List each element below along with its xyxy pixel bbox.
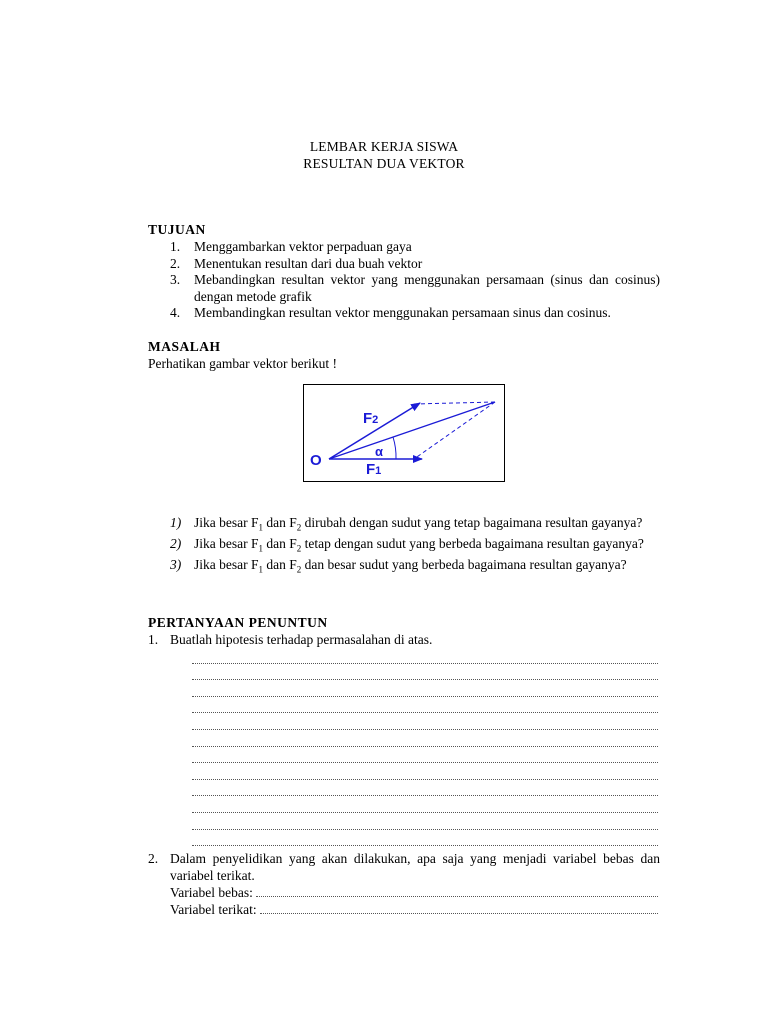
answer-line[interactable] (192, 780, 658, 797)
tujuan-heading: TUJUAN (148, 222, 206, 237)
subscript: 2 (296, 522, 302, 533)
answer-line[interactable] (192, 830, 658, 847)
tujuan-item (148, 305, 660, 322)
answer-line[interactable] (192, 697, 658, 714)
variabel-terikat-field[interactable] (260, 901, 658, 914)
question-number: 1) (170, 515, 182, 530)
tujuan-item-number: 2. (170, 255, 181, 271)
tujuan-item-text: Menggambarkan vektor perpaduan gaya (194, 239, 412, 254)
answer-line[interactable] (192, 713, 658, 730)
subscript: 2 (296, 565, 302, 576)
vector-diagram (303, 384, 505, 482)
masalah-question (148, 515, 660, 536)
masalah-question (148, 557, 660, 578)
answer-line[interactable] (192, 813, 658, 830)
variabel-terikat-row[interactable] (170, 901, 658, 919)
dashed-line-top (414, 402, 495, 404)
question-number: 2) (170, 536, 182, 552)
question-number: 3) (170, 557, 182, 573)
tujuan-list (148, 239, 660, 322)
tujuan-item (148, 239, 660, 256)
penuntun-heading: PERTANYAAN PENUNTUN (148, 615, 328, 630)
f2-label: F2 (363, 410, 379, 427)
tujuan-item-text: Menentukan resultan dari dua buah vektor (194, 255, 423, 271)
guide-question-text: Buatlah hipotesis terhadap permasalahan di atas. (170, 632, 433, 647)
subscript: 1 (258, 565, 263, 576)
guide-question-text: Dalam penyelidikan yang akan dilakukan, apa saja yang menjadi variabel bebas dan variabel terikat. (170, 851, 660, 883)
answer-lines (192, 647, 658, 846)
tujuan-item (148, 256, 660, 273)
masalah-heading: MASALAH (148, 339, 221, 354)
question-text: dan besar sudut yang berbeda bagaimana resultan gayanya? (301, 557, 627, 573)
answer-line[interactable] (192, 647, 658, 664)
masalah-question (148, 536, 660, 557)
question-text: dan F (263, 557, 297, 573)
angle-label: α (375, 444, 383, 459)
question-text: dan F (263, 536, 297, 552)
subscript: 2 (296, 543, 302, 554)
variabel-bebas-field[interactable] (256, 884, 658, 897)
tujuan-item-number: 3. (170, 272, 181, 287)
answer-line[interactable] (192, 747, 658, 764)
variabel-bebas-label: Variabel bebas: (170, 885, 253, 900)
question-text: Jika besar F (194, 536, 259, 552)
vector-diagram-svg (304, 385, 504, 481)
tujuan-item (148, 272, 660, 305)
question-text: tetap dengan sudut yang berbeda bagaimana resultan gayanya? (301, 536, 644, 552)
worksheet-subtitle: RESULTAN DUA VEKTOR (303, 156, 465, 171)
guide-question-2 (148, 851, 660, 884)
guide-question-number: 1. (148, 632, 159, 647)
origin-label: O (310, 452, 322, 469)
answer-line[interactable] (192, 730, 658, 747)
f1-label: F1 (366, 461, 382, 478)
resultant-vector (329, 402, 495, 459)
tujuan-item-text: Mebandingkan resultan vektor yang menggunakan persamaan (sinus dan cosinus) dengan metode grafik (194, 272, 660, 304)
guide-question-number: 2. (148, 851, 159, 866)
angle-arc (393, 437, 396, 459)
question-text: dan F (263, 515, 297, 530)
answer-line[interactable] (192, 796, 658, 813)
tujuan-item-text: Membandingkan resultan vektor menggunakan persamaan sinus dan cosinus. (194, 305, 611, 320)
tujuan-item-number: 1. (170, 239, 181, 254)
worksheet-title: LEMBAR KERJA SISWA (309, 139, 459, 154)
masalah-question-list (148, 515, 660, 579)
variabel-terikat-label: Variabel terikat: (170, 902, 257, 917)
subscript: 1 (258, 522, 263, 533)
variabel-bebas-row[interactable] (170, 884, 658, 902)
question-text: Jika besar F (194, 557, 259, 573)
masalah-intro: Perhatikan gambar vektor berikut ! (148, 356, 337, 371)
dashed-line-right (414, 402, 495, 459)
answer-line[interactable] (192, 664, 658, 681)
subscript: 1 (258, 543, 263, 554)
answer-line[interactable] (192, 680, 658, 697)
answer-line[interactable] (192, 763, 658, 780)
question-text: Jika besar F (194, 515, 259, 530)
question-text: dirubah dengan sudut yang tetap bagaimana resultan gayanya? (301, 515, 643, 530)
tujuan-item-number: 4. (170, 305, 181, 320)
